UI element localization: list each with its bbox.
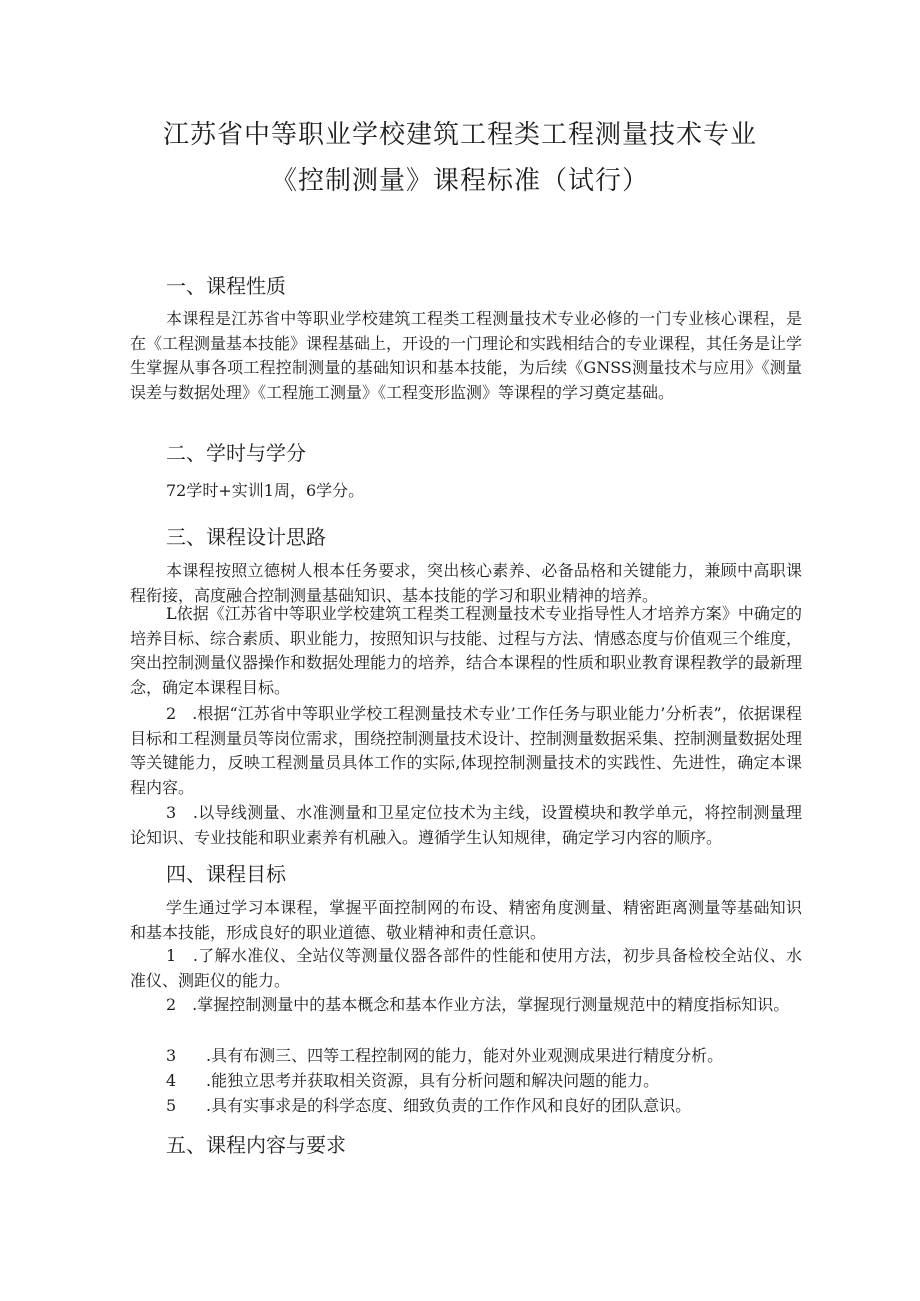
list-item-number: 5 [166, 1096, 177, 1115]
section-heading-hours-credits: 二、学时与学分 [166, 441, 306, 465]
list-item-number: 3 [166, 1046, 177, 1065]
paragraph-design-point-2: 2 .根据“江苏省中等职业学校工程测量技术专业’工作任务与职业能力’分析表”，依据课程目标和工程测量员等岗位需求，围绕控制测量技术设计、控制测量数据采集、控制测量数据处理等关键能力，反映工程测量员具体工作的实际,体现控制测量技术的实践性、先进性，确定本课程内容。 [130, 704, 803, 797]
list-item-text: .能独立思考并获取相关资源，具有分析问题和解决问题的能力。 [206, 1071, 660, 1090]
list-item-text: .具有布测三、四等工程控制网的能力，能对外业观测成果进行精度分析。 [206, 1046, 724, 1065]
paragraph-hours-credits: 72学时+实训1周，6学分。 [166, 481, 365, 500]
list-item-objective-5 [166, 1093, 691, 1116]
paragraph-design-point-1: L依据《江苏省中等职业学校建筑工程类工程测量技术专业指导性人才培养方案》中确定的培养目标、综合素质、职业能力，按照知识与技能、过程与方法、情感态度与价值观三个维度，突出控制测量仪器操作和数据处理能力的培养，结合本课程的性质和职业教育课程教学的最新理念，确定本课程目标。 [130, 604, 803, 697]
document-title-line-1: 江苏省中等职业学校建筑工程类工程测量技术专业 [162, 120, 757, 150]
paragraph-design-intro: 本课程按照立德树人根本任务要求，突出核心素养、必备品格和关键能力，兼顾中高职课程衔接，高度融合控制测量基础知识、基本技能的学习和职业精神的培养。 [130, 561, 802, 605]
paragraph-course-nature: 本课程是江苏省中等职业学校建筑工程类工程测量技术专业必修的一门专业核心课程，是在《工程测量基本技能》课程基础上，开设的一门理论和实践相结合的专业课程，其任务是让学生掌握从事各项工程控制测量的基础知识和基本技能，为后续《GNSS测量技术与应用》《测量误差与数据处理》《工程施工测量》《工程变形监测》等课程的学习奠定基础。 [130, 309, 803, 402]
list-item-number: 4 [166, 1071, 177, 1090]
paragraph-objective-1: 1 .了解水准仪、全站仪等测量仪器各部件的性能和使用方法，初步具备检校全站仪、水准仪、测距仪的能力。 [130, 946, 802, 990]
section-heading-course-objectives: 四、课程目标 [166, 862, 286, 886]
paragraph-objectives-intro: 学生通过学习本课程，掌握平面控制网的布设、精密角度测量、精密距离测量等基础知识和基本技能，形成良好的职业道德、敬业精神和责任意识。 [130, 898, 802, 942]
section-heading-content-requirements: 五、课程内容与要求 [166, 1133, 346, 1157]
paragraph-objective-2: 2 .掌握控制测量中的基本概念和基本作业方法，掌握现行测量规范中的精度指标知识。 [166, 995, 790, 1014]
paragraph-design-point-3: 3 .以导线测量、水准测量和卫星定位技术为主线，设置模块和教学单元，将控制测量理论知识、专业技能和职业素养有机融入。遵循学生认知规律，确定学习内容的顺序。 [130, 803, 802, 847]
list-item-text: .具有实事求是的科学态度、细致负责的工作作风和良好的团队意识。 [206, 1096, 692, 1115]
document-title-line-2: 《控制测量》课程标准（试行） [270, 166, 649, 196]
section-heading-design-ideas: 三、课程设计思路 [166, 525, 326, 549]
list-item-objective-3 [166, 1043, 723, 1066]
section-heading-course-nature: 一、课程性质 [166, 274, 286, 298]
list-item-objective-4 [166, 1068, 659, 1091]
